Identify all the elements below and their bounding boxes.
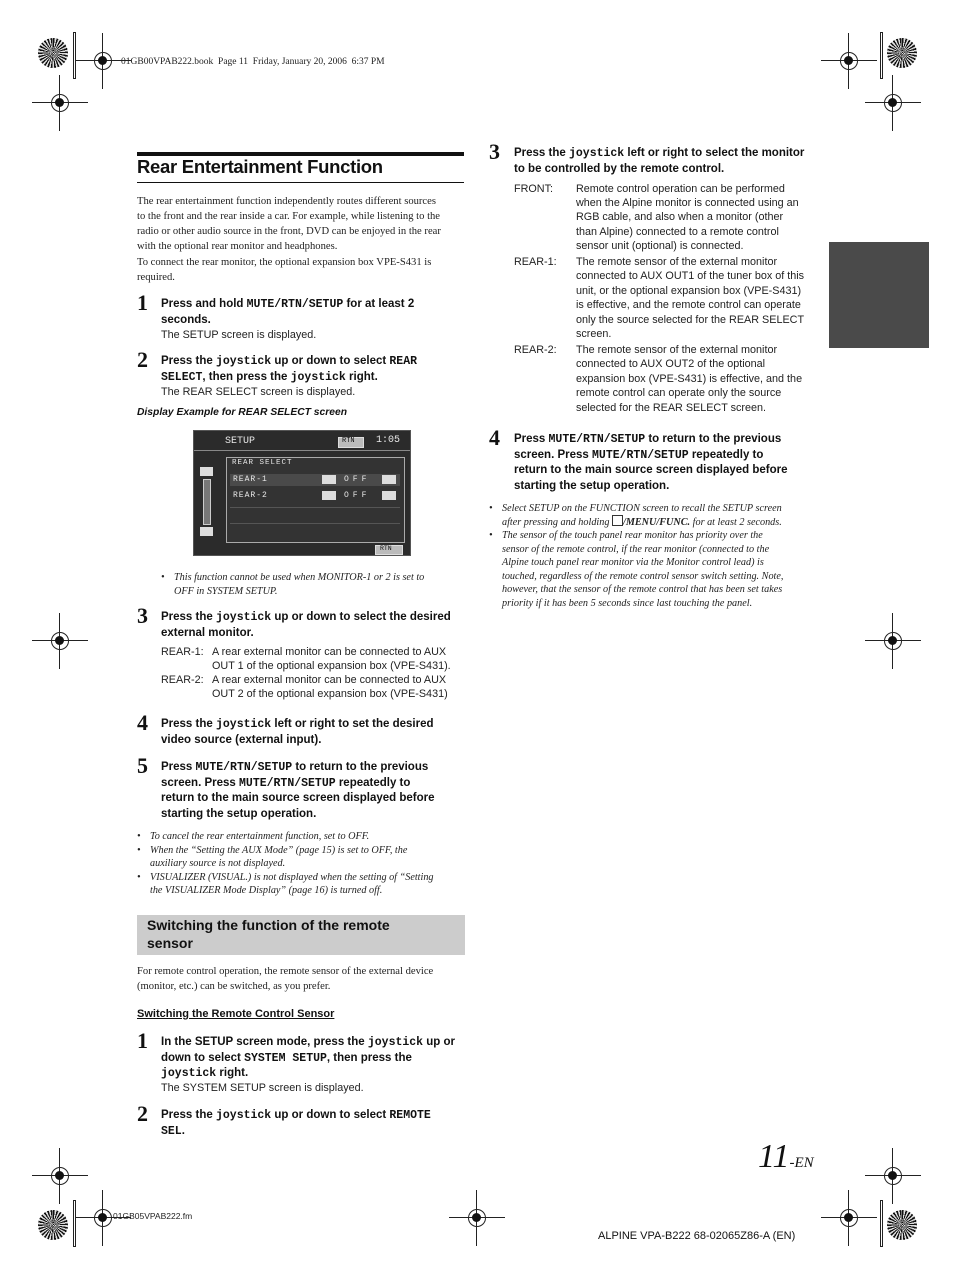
chevron-left-icon[interactable]	[322, 475, 336, 484]
step-4-instruction: Press the joystick left or right to set the desired video source (external input).	[161, 718, 434, 746]
step-1-note: The SETUP screen is displayed.	[161, 329, 317, 341]
crosshair-mark-icon	[865, 613, 921, 669]
bullet-note: •	[161, 572, 165, 583]
crop-frame-icon	[880, 1200, 883, 1247]
step-number: 3	[137, 603, 148, 628]
chevron-right-icon[interactable]	[382, 475, 396, 484]
subsection-title: Switching the function of the remote sensor	[147, 917, 390, 951]
footer-file: 01GB05VPAB222.fm	[113, 1211, 193, 1221]
step-2-instruction: Press the joystick up or down to select REAR SELECT, then press the joystick right.	[161, 355, 418, 384]
step-number: 1	[137, 290, 148, 315]
procedure-heading: Switching the Remote Control Sensor	[137, 1008, 335, 1020]
step-number: 2	[137, 347, 148, 372]
scroll-up-icon[interactable]	[200, 467, 213, 476]
rear-select-screen: SETUP RTN 1:05 REAR SELECT REAR-1 OFF REAR-2 OFF RTN	[193, 430, 411, 556]
crosshair-mark-icon	[821, 1190, 877, 1246]
screen-title: SETUP	[225, 436, 256, 447]
step-number: 2	[137, 1101, 148, 1126]
book-info-header: 01GB00VPAB222.book Page 11 Friday, January 20, 2006 6:37 PM	[121, 57, 385, 67]
step-2-note: The REAR SELECT screen is displayed.	[161, 386, 356, 398]
crop-frame-icon	[880, 32, 883, 79]
section-title: Rear Entertainment Function	[137, 156, 383, 177]
screen-header-rule	[194, 450, 410, 451]
crosshair-mark-icon	[32, 75, 88, 131]
chevron-right-icon[interactable]	[382, 491, 396, 500]
footer-model: ALPINE VPA-B222 68-02065Z86-A (EN)	[598, 1230, 796, 1242]
title-rule-bottom	[137, 182, 464, 183]
scroll-track[interactable]	[203, 479, 211, 525]
screen-time: 1:05	[376, 435, 401, 446]
crosshair-mark-icon	[32, 613, 88, 669]
registration-mark-icon	[887, 1210, 917, 1240]
scroll-down-icon[interactable]	[200, 527, 213, 536]
registration-mark-icon	[887, 38, 917, 68]
step-number: 4	[489, 425, 500, 450]
step-number: 4	[137, 710, 148, 735]
side-tab	[829, 242, 929, 348]
display-caption: Display Example for REAR SELECT screen	[137, 407, 348, 418]
step-number: 3	[489, 139, 500, 164]
row-divider	[230, 523, 400, 524]
crosshair-mark-icon	[865, 75, 921, 131]
menu-button-icon	[612, 515, 623, 526]
step-5-instruction: Press MUTE/RTN/SETUP to return to the previous screen. Press MUTE/RTN/SETUP repeatedly to return to the main source screen displayed before starting the setup operation.	[161, 761, 435, 820]
page-number: 11-EN	[758, 1138, 814, 1175]
step-1-instruction: Press and hold MUTE/RTN/SETUP for at least 2 seconds.	[161, 298, 415, 326]
list-title: REAR SELECT	[232, 459, 293, 467]
step-3-instruction: Press the joystick up or down to select the desired external monitor.	[161, 611, 451, 639]
row-divider	[230, 507, 400, 508]
step-number: 5	[137, 753, 148, 778]
crosshair-mark-icon	[449, 1190, 505, 1246]
right-step-3-instruction: Press the joystick left or right to select the monitor to be controlled by the remote control.	[514, 147, 805, 175]
sub-step-1-instruction: In the SETUP screen mode, press the joystick up or down to select SYSTEM SETUP, then press the joystick right.	[161, 1036, 456, 1080]
chevron-left-icon[interactable]	[322, 491, 336, 500]
step-number: 1	[137, 1028, 148, 1053]
sub-step-2-instruction: Press the joystick up or down to select REMOTE SEL.	[161, 1109, 431, 1138]
registration-mark-icon	[38, 38, 68, 68]
registration-mark-icon	[38, 1210, 68, 1240]
right-step-4-instruction: Press MUTE/RTN/SETUP to return to the previous screen. Press MUTE/RTN/SETUP repeatedly to return to the main source screen displayed before starting the setup operation.	[514, 433, 788, 492]
